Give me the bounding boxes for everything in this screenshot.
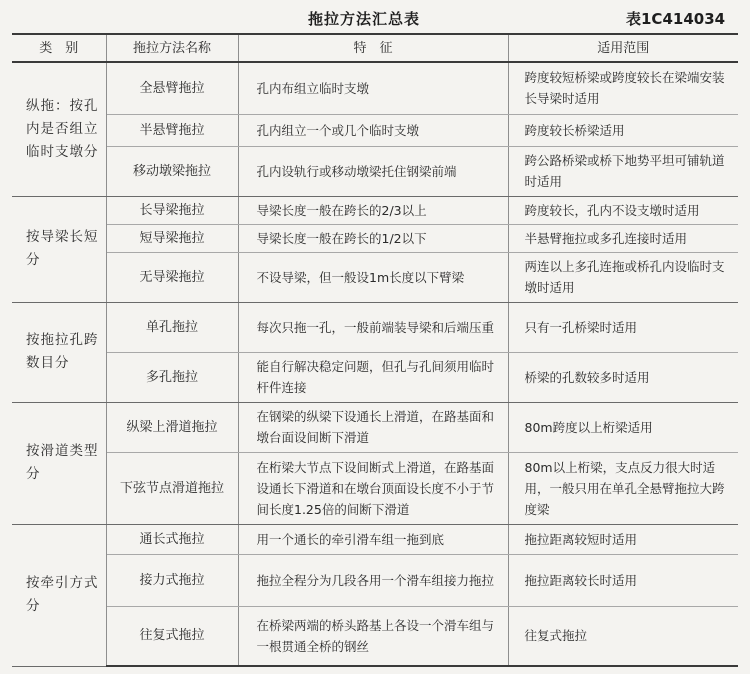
header-feature: 特 征 [238,34,508,62]
scope-cell: 80m跨度以上桁梁适用 [508,402,738,452]
feature-cell: 每次只拖一孔，一般前端装导梁和后端压重 [238,302,508,352]
method-cell: 长导梁拖拉 [106,196,238,224]
table-row [12,62,738,114]
scope-cell: 桥梁的孔数较多时适用 [508,352,738,402]
method-cell: 移动墩梁拖拉 [106,146,238,196]
method-cell: 短导梁拖拉 [106,224,238,252]
method-cell: 往复式拖拉 [106,606,238,666]
feature-cell: 在桥梁两端的桥头路基上各设一个滑车组与一根贯通全桥的钢丝 [238,606,508,666]
traction-methods-table [12,33,738,667]
feature-cell: 在钢梁的纵梁下设通长上滑道，在路基面和墩台面设间断下滑道 [238,402,508,452]
table-row [12,252,738,302]
method-cell: 全悬臂拖拉 [106,62,238,114]
table-row [12,224,738,252]
header-method: 拖拉方法名称 [106,34,238,62]
category-cell: 按拖拉孔跨数目分 [12,302,106,402]
scope-cell: 80m以上桁梁，支点反力很大时适用，一般只用在单孔全悬臂拖拉大跨度梁 [508,452,738,524]
feature-cell: 在桁梁大节点下设间断式上滑道，在路基面设通长下滑道和在墩台顶面设长度不小于节间长度1.25倍的间断下滑道 [238,452,508,524]
table-row [12,196,738,224]
table-row [12,524,738,554]
table-row [12,554,738,606]
table-row [12,402,738,452]
table-row [12,146,738,196]
table-row [12,302,738,352]
table-row [12,606,738,666]
method-cell: 接力式拖拉 [106,554,238,606]
feature-cell: 导梁长度一般在跨长的1/2以下 [238,224,508,252]
scope-cell: 跨度较长桥梁适用 [508,114,738,146]
feature-cell: 不设导梁，但一般设1m长度以下臂梁 [238,252,508,302]
method-cell: 多孔拖拉 [106,352,238,402]
method-cell: 半悬臂拖拉 [106,114,238,146]
method-cell: 纵梁上滑道拖拉 [106,402,238,452]
scope-cell: 往复式拖拉 [508,606,738,666]
method-cell: 通长式拖拉 [106,524,238,554]
category-cell: 按滑道类型分 [12,402,106,524]
header-row [12,34,738,62]
header-scope: 适用范围 [508,34,738,62]
method-cell: 无导梁拖拉 [106,252,238,302]
scope-cell: 只有一孔桥梁时适用 [508,302,738,352]
header-category: 类 别 [12,34,106,62]
scope-cell: 跨度较短桥梁或跨度较长在梁端安装长导梁时适用 [508,62,738,114]
category-cell: 按导梁长短分 [12,196,106,302]
feature-cell: 孔内组立一个或几个临时支墩 [238,114,508,146]
scope-cell: 跨公路桥梁或桥下地势平坦可铺轨道时适用 [508,146,738,196]
table-row [12,352,738,402]
table-row [12,114,738,146]
scope-cell: 半悬臂拖拉或多孔连接时适用 [508,224,738,252]
table-number: 表1C414034 [626,10,726,28]
method-cell: 单孔拖拉 [106,302,238,352]
scope-cell: 跨度较长，孔内不设支墩时适用 [508,196,738,224]
table-title: 拖拉方法汇总表 [308,10,421,28]
category-cell: 按牵引方式分 [12,524,106,666]
category-cell: 纵拖：按孔内是否组立临时支墩分 [12,62,106,196]
method-cell: 下弦节点滑道拖拉 [106,452,238,524]
feature-cell: 孔内设轨行或移动墩梁托住钢梁前端 [238,146,508,196]
feature-cell: 导梁长度一般在跨长的2/3以上 [238,196,508,224]
feature-cell: 用一个通长的牵引滑车组一拖到底 [238,524,508,554]
feature-cell: 拖拉全程分为几段各用一个滑车组接力拖拉 [238,554,508,606]
scope-cell: 拖拉距离较短时适用 [508,524,738,554]
feature-cell: 能自行解决稳定问题，但孔与孔间须用临时杆件连接 [238,352,508,402]
feature-cell: 孔内布组立临时支墩 [238,62,508,114]
scope-cell: 两连以上多孔连拖或桥孔内设临时支墩时适用 [508,252,738,302]
table-caption [0,4,750,32]
table-row [12,452,738,524]
scope-cell: 拖拉距离较长时适用 [508,554,738,606]
